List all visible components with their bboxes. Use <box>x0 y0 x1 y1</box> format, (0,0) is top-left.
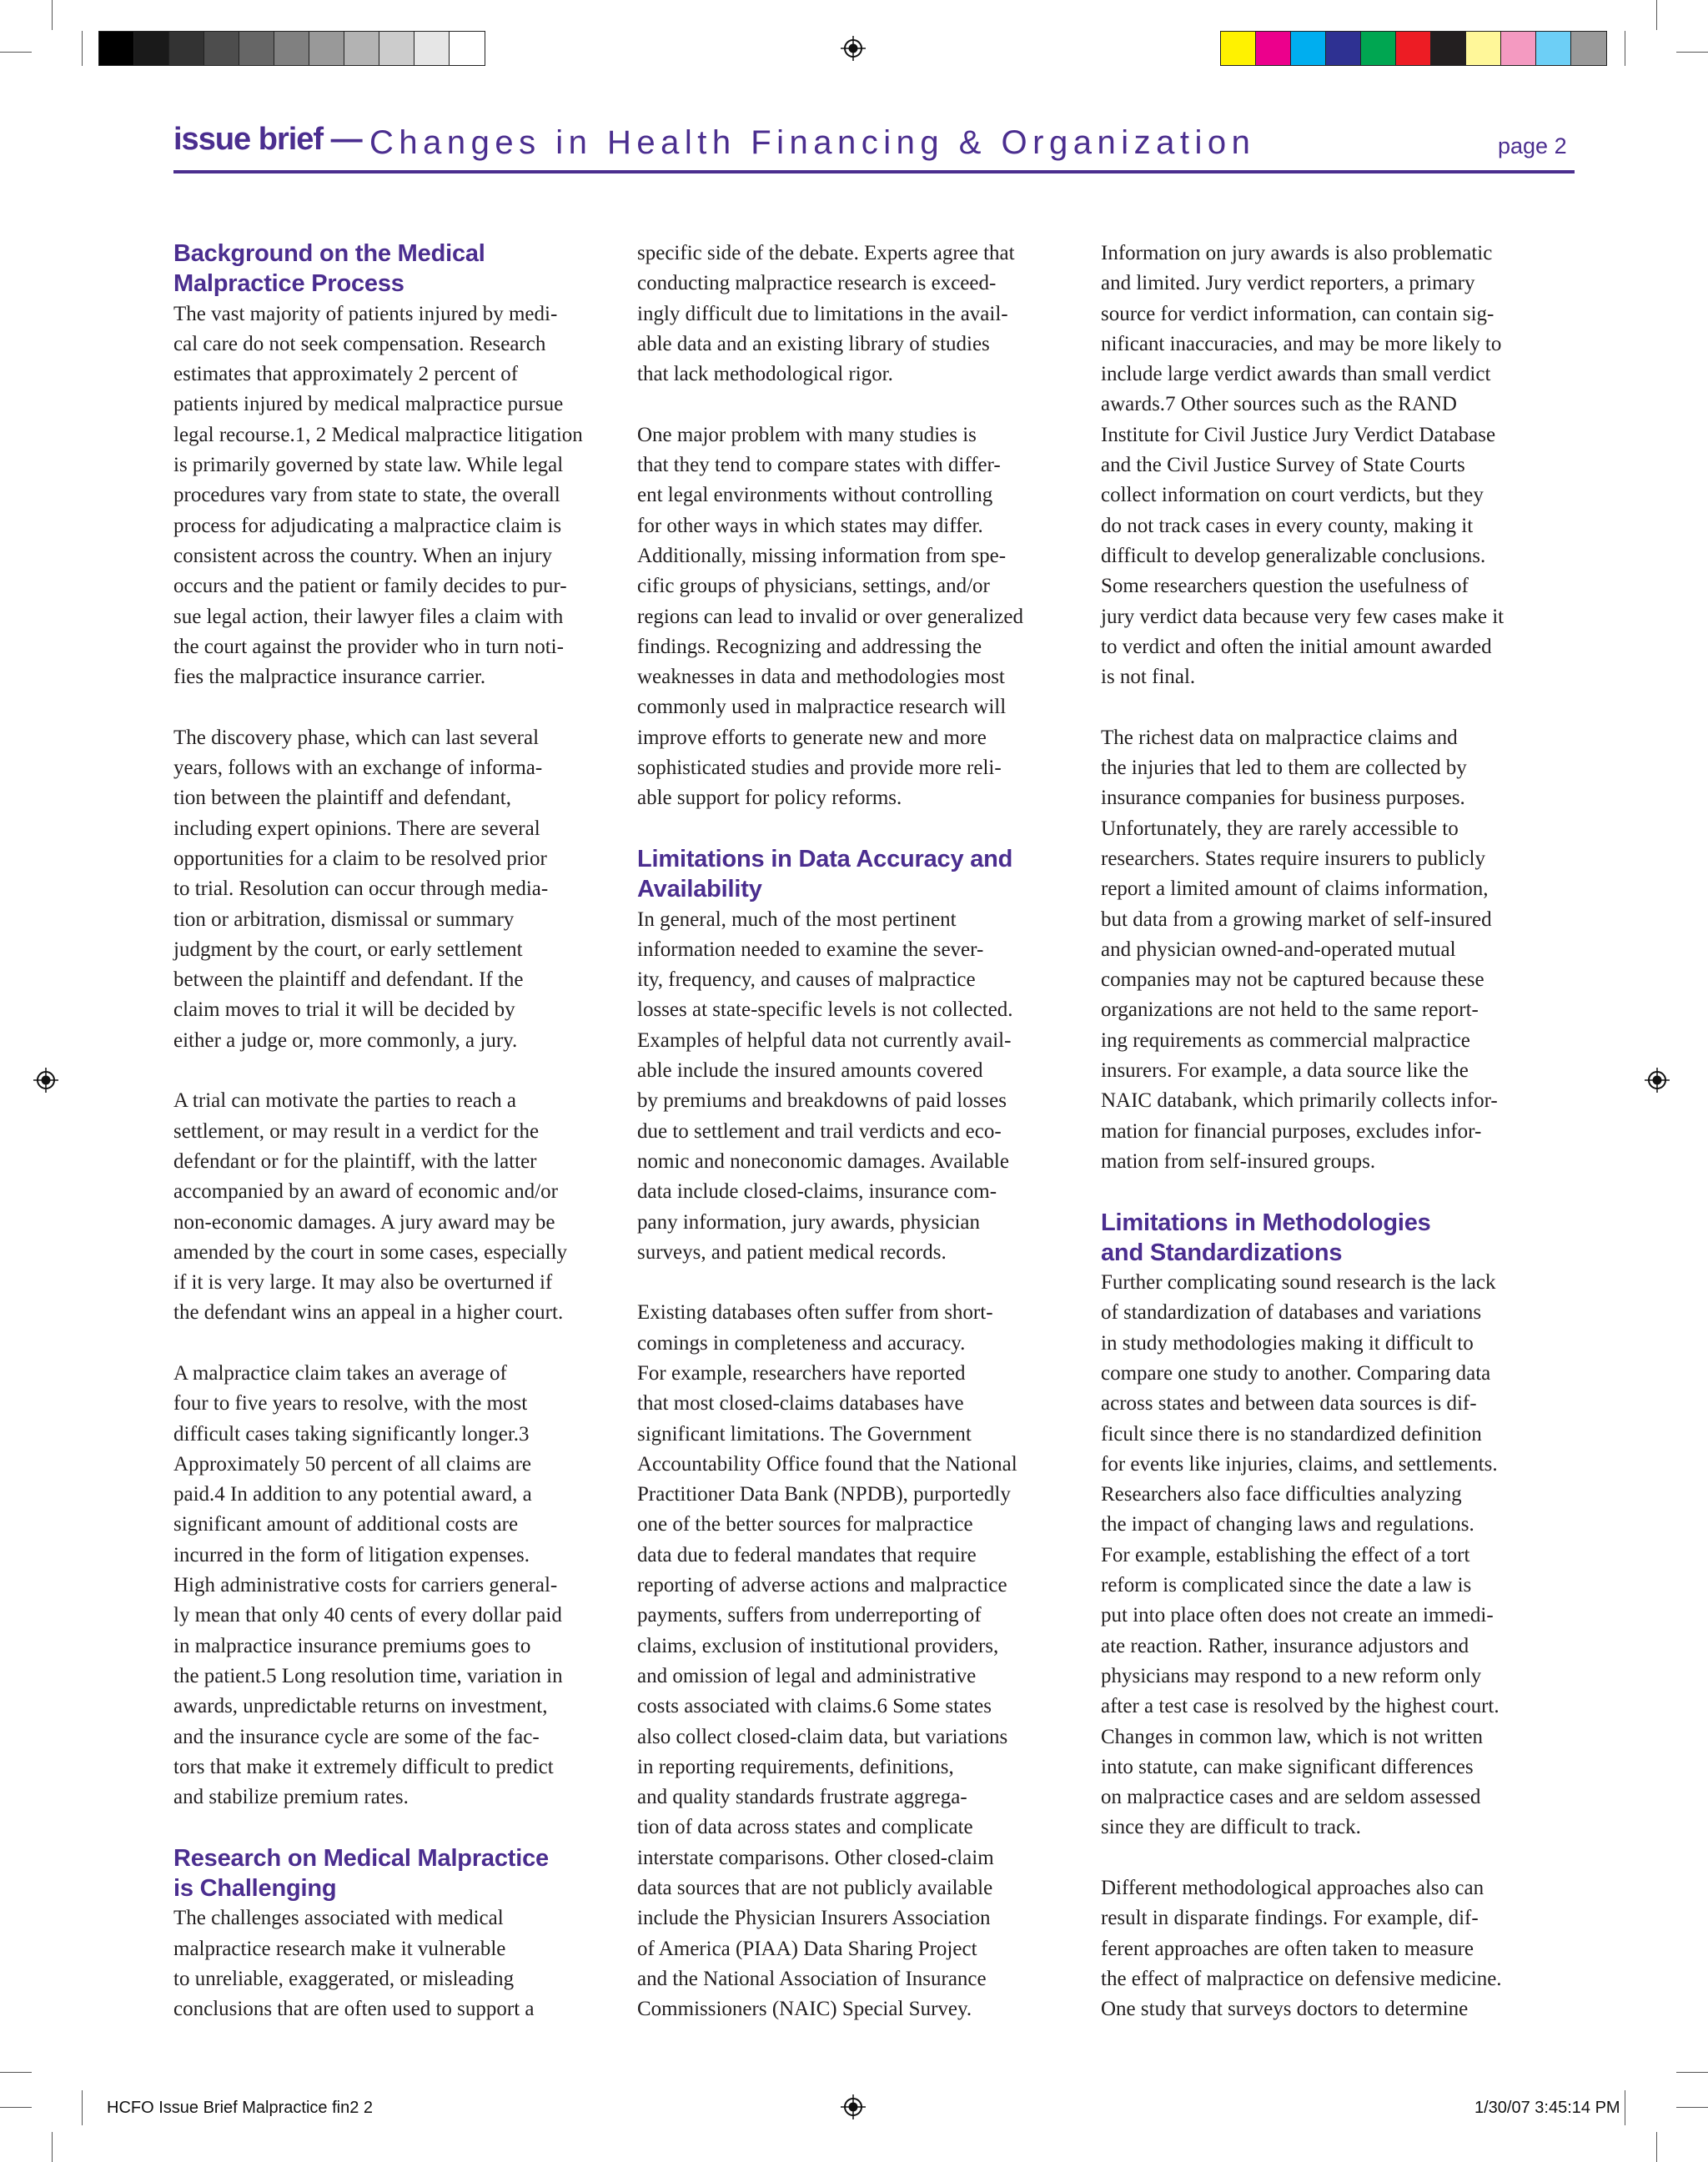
page-number: page 2 <box>1498 133 1567 158</box>
color-swatch <box>1256 32 1291 65</box>
color-swatch <box>1431 32 1466 65</box>
color-swatch <box>1326 32 1361 65</box>
crop-mark <box>82 31 83 66</box>
color-swatch <box>239 32 274 65</box>
crop-mark <box>0 52 32 53</box>
color-swatch <box>1501 32 1536 65</box>
color-swatch <box>1396 32 1431 65</box>
color-swatch <box>1466 32 1501 65</box>
crop-mark <box>1676 2107 1708 2108</box>
registration-target-icon <box>841 2094 866 2119</box>
text-column-2 <box>637 239 1073 2055</box>
color-swatch <box>1291 32 1326 65</box>
color-swatch <box>450 32 485 65</box>
crop-mark <box>82 2090 83 2125</box>
text-column-3 <box>1101 239 1536 2055</box>
color-swatch <box>99 32 134 65</box>
crop-mark <box>1656 2132 1657 2162</box>
section-heading: Background on the Medical Malpractice Process <box>173 240 485 298</box>
color-swatch <box>1571 32 1606 65</box>
process-color-bar <box>1220 31 1607 66</box>
print-slug-filename: HCFO Issue Brief Malpractice fin2 2 <box>107 2099 373 2117</box>
publication-brand: issue brief — <box>173 122 362 157</box>
paragraph: Information on jury awards is also problematic and limited. Jury verdict reporters, a primary source for verdict information, can contain sig- nificant inaccuracies, and may be more likely to include large verdict awards than small verdict awards.7 Other sources such as the RAND Institute for Civil Justice Jury Verdict Database and the Civil Justice Survey of State Courts collect information on court verdicts, but they do not track cases in every county, making it difficult to develop generalizable conclusions. Some researchers question the usefulness of jury verdict data because very few cases make it to verdict and often the initial amount awarded is not final. <box>1101 242 1505 689</box>
color-swatch <box>169 32 204 65</box>
color-swatch <box>379 32 414 65</box>
color-swatch <box>309 32 344 65</box>
color-swatch <box>414 32 450 65</box>
paragraph: The richest data on malpractice claims and the injuries that led to them are collected by insurance companies for business purposes. Unfortunately, they are rarely accessible to researchers. States require insurers to publicly report a limited amount of claims information, but data from a growing market of self-insured and physician owned-and-operated mutual companies may not be captured because these organizations are not held to the same report- ing requirements as commercial malpractice insurers. For example, a data source like the NAIC databank, which primarily collects infor- mation for financial purposes, excludes infor- mation from self-insured groups. <box>1101 726 1498 1173</box>
paragraph: In general, much of the most pertinent information needed to examine the sever- ity, frequency, and causes of malpractice losses at state-specific levels is not collected. Examples of helpful data not currently avail- able include the insured amounts covered by premiums and breakdowns of paid losses due to settlement and trail verdicts and eco- nomic and noneconomic damages. Available data include closed-claims, insurance com- pany information, jury awards, physician surveys, and patient medical records. <box>637 908 1013 1264</box>
crop-mark <box>0 2072 32 2073</box>
text-column-1 <box>173 239 609 2055</box>
grayscale-color-bar <box>98 31 485 66</box>
color-swatch <box>204 32 239 65</box>
publication-subtitle: Changes in Health Financing & Organization <box>369 124 1256 161</box>
crop-mark <box>1656 0 1657 30</box>
color-swatch <box>1221 32 1256 65</box>
paragraph: Further complicating sound research is the lack of standardization of databases and variations in study methodologies making it difficult to compare one study to another. Comparing data across states and between data sources is dif- ficult since there is no standardized definition for events like injuries, claims, and settlements. Researchers also face difficulties analyzing the impact of changing laws and regulations. For example, establishing the effect of a tort reform is complicated since the date a law is put into place often does not create an immedi- ate reaction. Rather, insurance adjustors and physicians may respond to a new reform only after a test case is resolved by the highest court. Changes in common law, which is not written into statute, can make significant differences on malpractice cases and are seldom assessed since they are difficult to track. <box>1101 1271 1500 1839</box>
paragraph: The vast majority of patients injured by medi- cal care do not seek compensation. Research estimates that approximately 2 percent of patients injured by medical malpractice pursue legal recourse.1, 2 Medical malpractice litigation is primarily governed by state law. While legal procedures vary from state to state, the overall process for adjudicating a malpractice claim is consistent across the country. When an injury occurs and the patient or family decides to pur- sue legal action, their lawyer files a claim with the court against the provider who in turn noti- fies the malpractice insurance carrier. <box>173 302 583 689</box>
paragraph: Different methodological approaches also can result in disparate findings. For example, dif- ferent approaches are often taken to measure the effect of malpractice on defensive medicine. One study that surveys doctors to determine <box>1101 1877 1502 2021</box>
registration-target-icon <box>841 36 866 61</box>
crop-mark <box>52 0 53 30</box>
registration-target-icon <box>33 1068 58 1093</box>
color-swatch <box>1536 32 1571 65</box>
paragraph: Existing databases often suffer from short- comings in completeness and accuracy. For example, researchers have reported that most closed-claims databases have significant limitations. The Government Accountability Office found that the National Practitioner Data Bank (NPDB), purportedly one of the better sources for malpractice data due to federal mandates that require reporting of adverse actions and malpractice payments, suffers from underreporting of claims, exclusion of institutional providers, and omission of legal and administrative costs associated with claims.6 Some states also collect closed-claim data, but variations in reporting requirements, definitions, and quality standards frustrate aggrega- tion of data across states and complicate interstate comparisons. Other closed-claim data sources that are not publicly available include the Physician Insurers Association of America (PIAA) Data Sharing Project and the National Association of Insurance Commissioners (NAIC) Special Survey. <box>637 1301 1017 2021</box>
print-slug-timestamp: 1/30/07 3:45:14 PM <box>1474 2099 1620 2117</box>
crop-mark <box>52 2132 53 2162</box>
section-heading: Limitations in Methodologies and Standardizations <box>1101 1209 1431 1266</box>
paragraph: One major problem with many studies is that they tend to compare states with differ- ent legal environments without controlling for other ways in which states may differ. Additionally, missing information from spe- cific groups of physicians, settings, and/or regions can lead to invalid or over generalized findings. Recognizing and addressing the weaknesses in data and methodologies most commonly used in malpractice research will improve efforts to generate new and more sophisticated studies and provide more reli- able support for policy reforms. <box>637 423 1024 810</box>
paragraph: A trial can motivate the parties to reach a settlement, or may result in a verdict for the defendant or for the plaintiff, with the latter accompanied by an award of economic and/or non-economic damages. A jury award may be amended by the court in some cases, especially if it is very large. It may also be overturned if the defendant wins an appeal in a higher court. <box>173 1089 568 1325</box>
paragraph: The discovery phase, which can last several years, follows with an exchange of informa- tion between the plaintiff and defendant, including expert opinions. There are several opportunities for a claim to be resolved prior to trial. Resolution can occur through media- tion or arbitration, dismissal or summary judgment by the court, or early settlement between the plaintiff and defendant. If the claim moves to trial it will be decided by either a judge or, more commonly, a jury. <box>173 726 549 1052</box>
paragraph: A malpractice claim takes an average of four to five years to resolve, with the most difficult cases taking significantly longer.3 Approximately 50 percent of all claims are paid.4 In addition to any potential award, a significant amount of additional costs are incurred in the form of litigation expenses. High administrative costs for carriers general- ly mean that only 40 cents of every dollar paid in malpractice insurance premiums goes to the patient.5 Long resolution time, variation in awards, unpredictable returns on investment, and the insurance cycle are some of the fac- tors that make it extremely difficult to predict and stabilize premium rates. <box>173 1361 563 1809</box>
paragraph: The challenges associated with medical malpractice research make it vulnerable to unreliable, exaggerated, or misleading conclusions that are often used to support a <box>173 1907 535 2021</box>
color-swatch <box>344 32 379 65</box>
crop-mark <box>1676 52 1708 53</box>
paragraph: specific side of the debate. Experts agree that conducting malpractice research is exceed- ingly difficult due to limitations in the avail- able data and an existing library of studies that lack methodological rigor. <box>637 242 1015 386</box>
crop-mark <box>1676 2072 1708 2073</box>
section-heading: Limitations in Data Accuracy and Availability <box>637 845 1013 903</box>
header-rule <box>173 170 1575 173</box>
color-swatch <box>134 32 169 65</box>
color-swatch <box>274 32 309 65</box>
section-heading: Research on Medical Malpractice is Challenging <box>173 1844 549 1903</box>
color-swatch <box>1361 32 1396 65</box>
registration-target-icon <box>1645 1068 1670 1093</box>
crop-mark <box>0 2107 32 2108</box>
